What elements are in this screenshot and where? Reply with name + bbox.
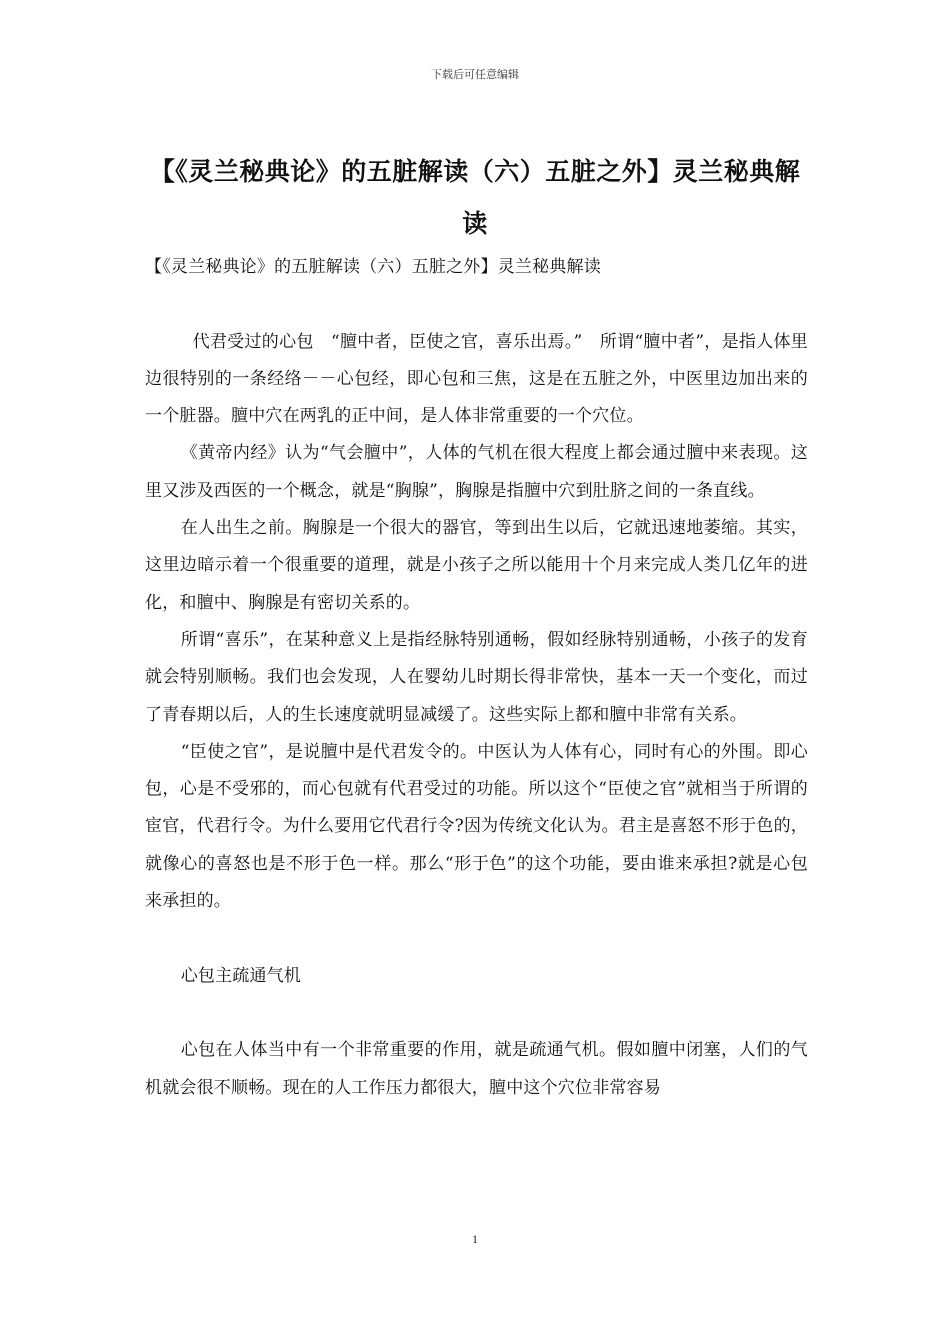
section-heading: 心包主疏通气机 — [180, 965, 302, 986]
paragraph-6: 心包在人体当中有一个非常重要的作用，就是疏通气机。假如膻中闭塞，人们的气机就会很不顺畅。现在的人工作压力都很大，膻中这个穴位非常容易 — [145, 1040, 808, 1098]
paragraph-gap — [145, 995, 808, 1032]
paragraph-4: 所谓“喜乐”，在某种意义上是指经脉特别通畅，假如经脉特别通畅，小孩子的发育就会特别顺畅。我们也会发现，人在婴幼儿时期长得非常快，基本一天一个变化，而过了青春期以后，人的生长速度就明显减缓了。这些实际上都和膻中非常有关系。 — [145, 629, 808, 725]
paragraph-2: 《黄帝内经》认为“气会膻中”，人体的气机在很大程度上都会通过膻中来表现。这里又涉及西医的一个概念，就是“胸腺”，胸腺是指膻中穴到肚脐之间的一条直线。 — [145, 443, 808, 501]
paragraph-gap — [145, 286, 808, 323]
paragraph-3: 在人出生之前。胸腺是一个很大的器官，等到出生以后，它就迅速地萎缩。其实，这里边暗示着一个很重要的道理，就是小孩子之所以能用十个月来完成人类几亿年的进化，和膻中、胸腺是有密切关系的。 — [145, 518, 808, 613]
document-body — [145, 249, 808, 1107]
paragraph-1: 代君受过的心包 “膻中者，臣使之官，喜乐出焉。” 所谓“膻中者”，是指人体里边很特别的一条经络－－心包经，即心包和三焦，这是在五脏之外，中医里边加出来的一个脏器。膻中穴在两乳的正中间，是人体非常重要的一个穴位。 — [145, 331, 808, 427]
paragraph-gap — [145, 920, 808, 957]
document-title: 【《灵兰秘典论》的五脏解读（六）五脏之外】灵兰秘典解读 — [149, 157, 801, 238]
paragraph-5: “臣使之官”，是说膻中是代君发令的。中医认为人体有心，同时有心的外围。即心包，心是不受邪的，而心包就有代君受过的功能。所以这个“臣使之官”就相当于所谓的宦官，代君行令。为什么要用它代君行令?因为传统文化认为。君主是喜怒不形于色的，就像心的喜怒也是不形于色一样。那么“形于色”的这个功能，要由谁来承担?就是心包来承担的。 — [145, 741, 808, 912]
page-number: 1 — [472, 1232, 478, 1246]
document-subtitle: 【《灵兰秘典论》的五脏解读（六）五脏之外】灵兰秘典解读 — [145, 257, 601, 277]
header-note: 下载后可任意编辑 — [431, 68, 519, 81]
